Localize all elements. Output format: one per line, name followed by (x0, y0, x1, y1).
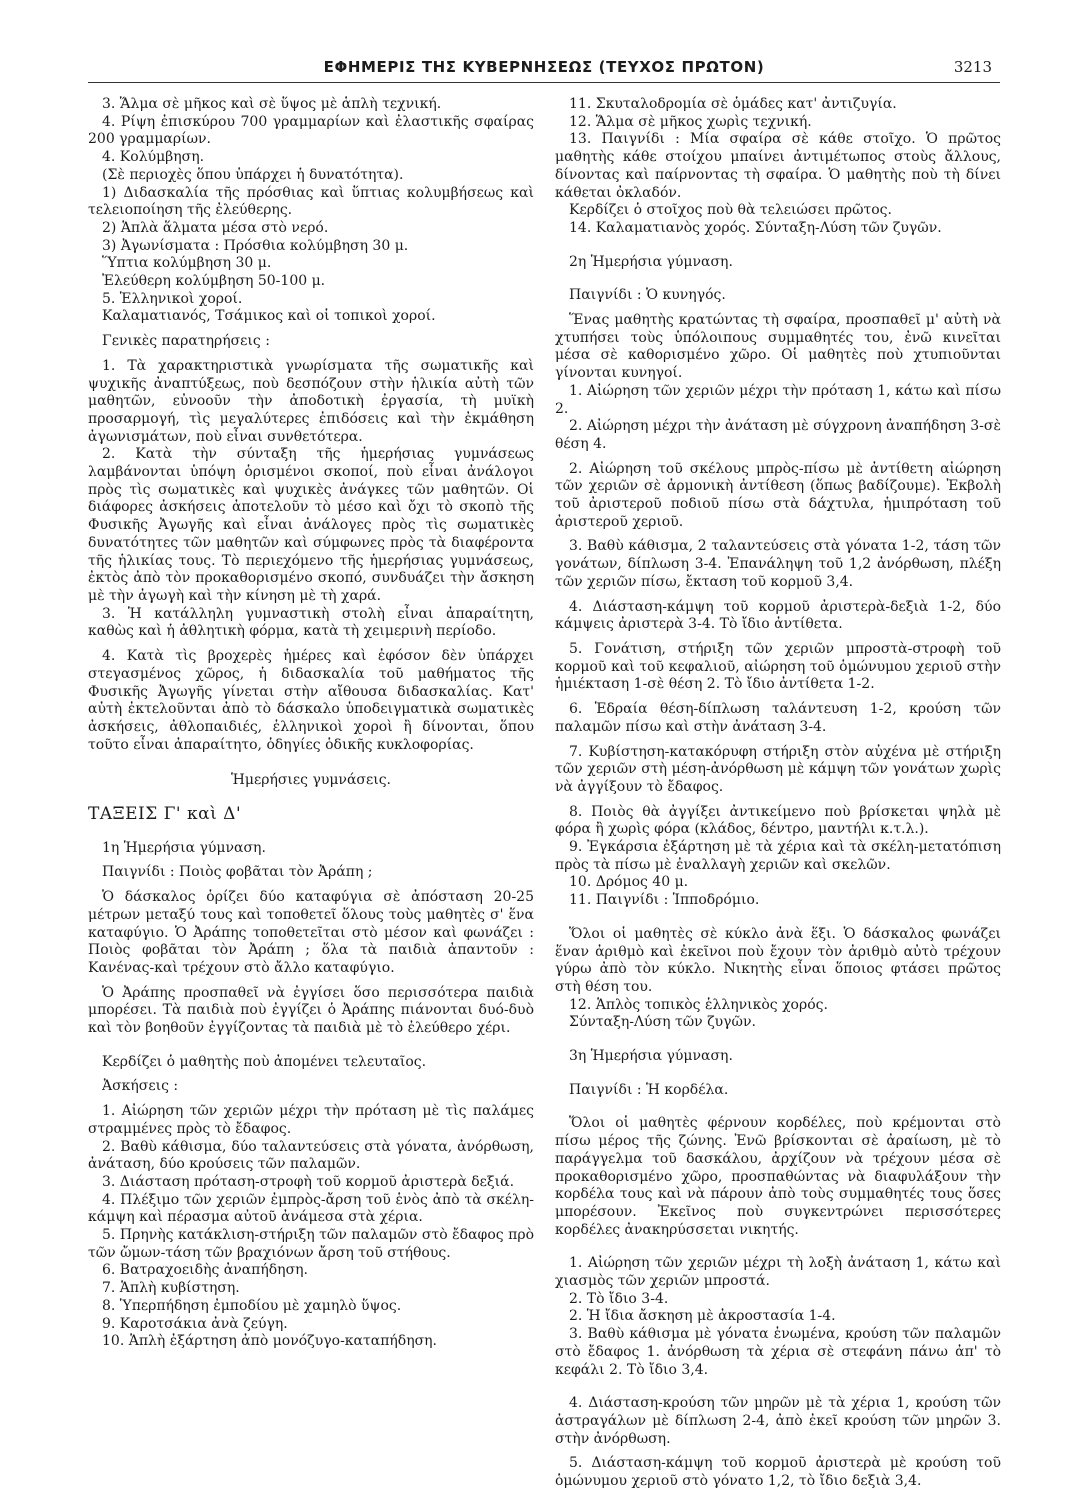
paragraph: 4. Κολύμβηση. (102, 149, 205, 166)
paragraph: 3. Βαθὺ κάθισμα, 2 ταλαντεύσεις στὰ γόνατα 1-2, τάση τῶν γονάτων, δίπλωση 3-4. Ἐπανάληψη τοῦ 1,2 ἀνόρθωση, πλέξη τῶν χεριῶν πίσω, ἔκταση τοῦ κορμοῦ 3,4. (555, 538, 1001, 590)
paragraph: 10. Ἁπλὴ ἐξάρτηση ἀπὸ μονόζυγο-καταπήδηση. (102, 1333, 438, 1350)
paragraph: 12. Ἅλμα σὲ μῆκος χωρὶς τεχνική. (569, 113, 812, 130)
paragraph: Ἕνας μαθητὴς κρατώντας τὴ σφαίρα, προσπαθεῖ μ' αὐτὴ νὰ χτυπήσει τοὺς ὑπόλοιπους συμμαθητές του, ἐνῶ κινεῖται μέσα σὲ καθορισμένο χῶρο. Οἱ μαθητὲς ποὺ χτυπιοῦνται γίνονται κυνηγοί. (555, 312, 1001, 382)
paragraph: 13. Παιγνίδι : Μία σφαίρα σὲ κάθε στοῖχο. Ὁ πρῶτος μαθητὴς κάθε στοίχου μπαίνει ἀντιμέτωπος στοὺς ἄλλους, δίνοντας καὶ παίρνοντας τὴ σφαίρα. Ὁ μαθητὴς ποὺ τὴ δίνει κάθεται ὀκλαδόν. (555, 131, 1001, 201)
paragraph: 14. Καλαματιανὸς χορός. Σύνταξη-Λύση τῶν ζυγῶν. (569, 219, 942, 236)
paragraph: 10. Δρόμος 40 μ. (569, 874, 689, 891)
paragraph: Γενικὲς παρατηρήσεις : (102, 333, 270, 350)
paragraph: 8. Ποιὸς θὰ ἀγγίξει ἀντικείμενο ποὺ βρίσκεται ψηλὰ μὲ φόρα ἢ χωρὶς φόρα (κλάδος, δέντρο, μαντήλι κ.τ.λ.). (555, 803, 1001, 838)
header-rule (88, 82, 1000, 83)
paragraph: 2. Τὸ ἴδιο 3-4. (569, 1290, 669, 1307)
paragraph: 4. Ρίψη ἐπισκύρου 700 γραμμαρίων καὶ ἐλαστικῆς σφαίρας 200 γραμμαρίων. (88, 113, 534, 148)
paragraph: 4. Διάσταση-κάμψη τοῦ κορμοῦ ἀριστερὰ-δεξιὰ 1-2, δύο κάμψεις ἀριστερὰ 3-4. Τὸ ἴδιο ἀντίθετα. (555, 598, 1001, 633)
paragraph: 1. Τὰ χαρακτηριστικὰ γνωρίσματα τῆς σωματικῆς καὶ ψυχικῆς ἀναπτύξεως, ποὺ δεσπόζουν στὴν ἡλικία αὐτὴ τῶν μαθητῶν, εὐνοοῦν τὴν ἀποδοτικὴ ἐργασία, τὴ μυϊκὴ προσαρμογή, τὶς μεγαλύτερες ἐπιδόσεις καὶ τὴν ἐκμάθηση ἀγωνισμάτων, ποὺ εἶναι συνθετότερα. (88, 357, 534, 445)
paragraph: 6. Ἑδραία θέση-δίπλωση ταλάντευση 1-2, κρούση τῶν παλαμῶν πίσω καὶ στὴν ἀνάταση 3-4. (555, 701, 1001, 735)
paragraph: 7. Κυβίστηση-κατακόρυφη στήριξη στὸν αὐχένα μὲ στήριξη τῶν χεριῶν στὴ μέση-ἀνόρθωση μὲ κάμψη τῶν γονάτων χωρὶς νὰ ἀγγίξουν τὸ ἔδαφος. (555, 743, 1001, 795)
paragraph: Ὁ Ἀράπης προσπαθεῖ νὰ ἐγγίσει ὅσο περισσότερα παιδιὰ μπορέσει. Τὰ παιδιὰ ποὺ ἐγγίζει ὁ Ἀράπης πιάνονται δυό-δυὸ καὶ τὸν βοηθοῦν ἐγγίζοντας τὰ παιδιὰ μὲ τὸ ἐλεύθερο χέρι. (88, 984, 534, 1037)
paragraph: 6. Βατραχοειδὴς ἀναπήδηση. (102, 1262, 308, 1279)
paragraph: Παιγνίδι : Ὁ κυνηγός. (569, 287, 726, 304)
paragraph: 3. Ἡ κατάλληλη γυμναστικὴ στολὴ εἶναι ἀπαραίτητη, καθὼς καὶ ἡ ἀθλητικὴ φόρμα, κατὰ τὴ χειμερινὴ περίοδο. (88, 605, 534, 640)
paragraph: 9. Ἐγκάρσια ἐξάρτηση μὲ τὰ χέρια καὶ τὰ σκέλη-μετατόπιση πρὸς τὰ πίσω μὲ ἐναλλαγὴ χεριῶν καὶ σκελῶν. (555, 839, 1001, 873)
paragraph: Παιγνίδι : Ἡ κορδέλα. (569, 1081, 729, 1098)
paragraph: 1. Αἰώρηση τῶν χεριῶν μέχρι τὴ λοξὴ ἀνάταση 1, κάτω καὶ χιασμὸς τῶν χεριῶν μπροστά. (555, 1255, 1001, 1290)
paragraph: Ὅλοι οἱ μαθητὲς σὲ κύκλο ἀνὰ ἕξι. Ὁ δάσκαλος φωνάζει ἕναν ἀριθμὸ καὶ ἐκεῖνοι ποὺ ἔχουν τὸν ἀριθμὸ αὐτὸ τρέχουν γύρω ἀπὸ τὸν κύκλο. Νικητὴς εἶναι ὅποιος φτάσει πρῶτος στὴ θέση του. (555, 925, 1001, 995)
paragraph: 2. Αἰώρηση μέχρι τὴν ἀνάταση μὲ σύγχρονη ἀναπήδηση 3-σὲ θέση 4. (555, 418, 1001, 452)
paragraph: 2. Βαθὺ κάθισμα, δύο ταλαντεύσεις στὰ γόνατα, ἀνόρθωση, ἀνάταση, δύο κρούσεις τῶν παλαμῶν. (88, 1138, 534, 1173)
paragraph: 3η Ἡμερήσια γύμναση. (569, 1048, 733, 1065)
paragraph: Ἀσκήσεις : (102, 1078, 179, 1095)
paragraph: 11. Σκυταλοδρομία σὲ ὁμάδες κατ' ἀντιζυγία. (569, 96, 897, 112)
paragraph: 2. Κατὰ τὴν σύνταξη τῆς ἡμερήσιας γυμνάσεως λαμβάνονται ὑπόψη ὁρισμένοι σκοποί, ποὺ εἶναι ἀνάλογοι πρὸς τὶς σωματικὲς καὶ ψυχικὲς ἀνάγκες τῶν μαθητῶν. Οἱ διάφορες ἀσκήσεις ἀποτελοῦν τὸ μέσο καὶ ὄχι τὸ σκοπὸ τῆς Φυσικῆς Ἀγωγῆς καὶ εἶναι ἀνάλογες πρὸς τὶς σωματικὲς δυνατότητες τῶν μαθητῶν καὶ σύμφωνες πρὸς τὰ διαφέροντα τῆς ἡλικίας τους. Τὸ περιεχόμενο τῆς ἡμερήσιας γυμνάσεως, ἐκτὸς ἀπὸ τὸν προκαθορισμένο σκοπό, συνδυάζει τὴν ἄσκηση μὲ τὴν ἀγωγὴ καὶ τὴν κίνηση μὲ τὴ χαρά. (88, 446, 534, 604)
paragraph: 8. Ὑπερπήδηση ἐμποδίου μὲ χαμηλὸ ὕψος. (102, 1297, 402, 1314)
paragraph: 4. Πλέξιμο τῶν χεριῶν ἐμπρὸς-ἄρση τοῦ ἑνὸς ἀπὸ τὰ σκέλη-κάμψη καὶ πέρασμα αὐτοῦ ἀνάμεσα στὰ χέρια. (88, 1191, 534, 1226)
paragraph: 3. Ἅλμα σὲ μῆκος καὶ σὲ ὕψος μὲ ἁπλὴ τεχνική. (102, 96, 442, 112)
paragraph: 4. Κατὰ τὶς βροχερὲς ἡμέρες καὶ ἐφόσον δὲν ὑπάρχει στεγασμένος χῶρος, ἡ διδασκαλία τοῦ μαθήματος τῆς Φυσικῆς Ἀγωγῆς γίνεται στὴν αἴθουσα διδασκαλίας. Κατ' αὐτὴ ἐκτελοῦνται ἀπὸ τὸ δάσκαλο ὑποδειγματικὰ σωματικὲς ἀσκήσεις, ἀθλοπαιδιές, ἑλληνικοὶ χοροὶ ἢ δίνονται, ὅπου τοῦτο εἶναι ἀπαραίτητο, ὁδηγίες ὁδικῆς κυκλοφορίας. (88, 648, 534, 753)
left-column (88, 96, 534, 1351)
paragraph: Ὁ δάσκαλος ὁρίζει δύο καταφύγια σὲ ἀπόσταση 20-25 μέτρων μεταξύ τους καὶ τοποθετεῖ ὅλους τοὺς μαθητὲς σ' ἕνα καταφύγιο. Ὁ Ἀράπης τοποθετεῖται στὸ μέσον καὶ φωνάζει : Ποιὸς φοβᾶται τὸν Ἀράπη ; ὅλα τὰ παιδιὰ ἀπαντοῦν : Κανένας-καὶ τρέχουν στὸ ἄλλο καταφύγιο. (88, 889, 534, 976)
paragraph: 1η Ἡμερήσια γύμναση. (102, 839, 266, 856)
paragraph: Ἐλεύθερη κολύμβηση 50-100 μ. (102, 273, 326, 290)
paragraph: 2) Ἁπλὰ ἅλματα μέσα στὸ νερό. (102, 219, 329, 236)
right-column (555, 96, 1001, 1491)
paragraph: 12. Ἁπλὸς τοπικὸς ἑλληνικὸς χορός. (569, 996, 828, 1013)
gazette-title: ΕΦΗΜΕΡΙΣ ΤΗΣ ΚΥΒΕΡΝΗΣΕΩΣ (ΤΕΥΧΟΣ ΠΡΩΤΟΝ) (323, 58, 765, 76)
paragraph: 2. Ἡ ἴδια ἄσκηση μὲ ἀκροστασία 1-4. (569, 1308, 836, 1325)
paragraph: 5. Γονάτιση, στήριξη τῶν χεριῶν μπροστὰ-στροφὴ τοῦ κορμοῦ καὶ τοῦ κεφαλιοῦ, αἰώρηση τοῦ ὁμώνυμου χεριοῦ στὴν ἡμιέκταση 1-σὲ θέση 2. Τὸ ἴδιο ἀντίθετα 1-2. (555, 640, 1001, 693)
paragraph: 5. Πρηνὴς κατάκλιση-στήριξη τῶν παλαμῶν στὸ ἔδαφος πρὸ τῶν ὤμων-τάση τῶν βραχιόνων ἄρση τοῦ στήθους. (88, 1227, 534, 1261)
paragraph: 1. Αἰώρηση τῶν χεριῶν μέχρι τὴν πρόταση μὲ τὶς παλάμες στραμμένες πρὸς τὸ ἔδαφος. (88, 1103, 534, 1137)
page-header (88, 58, 1000, 80)
paragraph: 2. Αἰώρηση τοῦ σκέλους μπρὸς-πίσω μὲ ἀντίθετη αἰώρηση τῶν χεριῶν σὲ ἁρμονικὴ ἀντίθεση (ὅπως βαδίζουμε). Ἐκβολὴ τοῦ ἀριστεροῦ ποδιοῦ πίσω στὰ δάχτυλα, ἡμιπρόταση τοῦ ἀριστεροῦ χεριοῦ. (555, 460, 1001, 530)
paragraph: 3. Βαθὺ κάθισμα μὲ γόνατα ἑνωμένα, κρούση τῶν παλαμῶν στὸ ἔδαφος 1. ἀνόρθωση τὰ χέρια σὲ στεφάνη πάνω ἀπ' τὸ κεφάλι 2. Τὸ ἴδιο 3,4. (555, 1326, 1001, 1378)
paragraph: Ὅλοι οἱ μαθητὲς φέρνουν κορδέλες, ποὺ κρέμονται στὸ πίσω μέρος τῆς ζώνης. Ἐνῶ βρίσκονται σὲ ἀραίωση, μὲ τὸ παράγγελμα τοῦ δασκάλου, ἀρχίζουν νὰ τρέχουν μέσα σὲ προκαθορισμένο χῶρο, προσπαθώντας νὰ διαφυλάξουν τὴν κορδέλα τους καὶ νὰ πάρουν ἀπὸ τοὺς συμμαθητές τους ὅσες μπορέσουν. Ἐκεῖνος ποὺ συγκεντρώνει περισσότερες κορδέλες ἀνακηρύσσεται νικητής. (555, 1115, 1001, 1238)
paragraph: 9. Καροτσάκια ἀνὰ ζεύγη. (102, 1315, 288, 1332)
paragraph: (Σὲ περιοχὲς ὅπου ὑπάρχει ἡ δυνατότητα). (102, 166, 404, 183)
paragraph: 3. Διάσταση πρόταση-στροφὴ τοῦ κορμοῦ ἀριστερὰ δεξιά. (102, 1173, 515, 1190)
paragraph: 7. Ἁπλὴ κυβίστηση. (102, 1280, 240, 1297)
paragraph: 11. Παιγνίδι : Ἱπποδρόμιο. (569, 892, 760, 909)
paragraph: 1) Διδασκαλία τῆς πρόσθιας καὶ ὕπτιας κολυμβήσεως καὶ τελειοποίηση τῆς ἐλεύθερης. (88, 184, 534, 219)
paragraph: 5. Ἑλληνικοὶ χοροί. (102, 290, 243, 307)
paragraph: 5. Διάσταση-κάμψη τοῦ κορμοῦ ἀριστερὰ μὲ κρούση τοῦ ὁμώνυμου χεριοῦ στὸ γόνατο 1,2, τὸ ἴδιο δεξιὰ 3,4. (555, 1455, 1001, 1490)
paragraph: 3) Ἀγωνίσματα : Πρόσθια κολύμβηση 30 μ. (102, 237, 409, 254)
section-heading: ΤΑΞΕΙΣ Γ' καὶ Δ' (88, 804, 242, 825)
paragraph: Σύνταξη-Λύση τῶν ζυγῶν. (569, 1014, 756, 1031)
paragraph: Παιγνίδι : Ποιὸς φοβᾶται τὸν Ἀράπη ; (102, 864, 373, 881)
paragraph: Ὕπτια κολύμβηση 30 μ. (102, 255, 272, 272)
paragraph: Κερδίζει ὁ στοῖχος ποὺ θὰ τελειώσει πρῶτος. (569, 202, 892, 219)
centered-heading: Ἡμερήσιες γυμνάσεις. (231, 772, 391, 789)
paragraph: 2η Ἡμερήσια γύμναση. (569, 253, 733, 270)
paragraph: 4. Διάσταση-κρούση τῶν μηρῶν μὲ τὰ χέρια 1, κρούση τῶν ἀστραγάλων μὲ δίπλωση 2-4, ἀπὸ ἐκεῖ κρούση τῶν μηρῶν 3. στὴν ἀνόρθωση. (555, 1395, 1001, 1447)
paragraph: Κερδίζει ὁ μαθητὴς ποὺ ἀπομένει τελευταῖος. (102, 1053, 427, 1070)
page-number: 3213 (953, 58, 992, 76)
paragraph: Καλαματιανός, Τσάμικος καὶ οἱ τοπικοὶ χοροί. (102, 308, 436, 325)
paragraph: 1. Αἰώρηση τῶν χεριῶν μέχρι τὴν πρόταση 1, κάτω καὶ πίσω 2. (555, 382, 1001, 417)
